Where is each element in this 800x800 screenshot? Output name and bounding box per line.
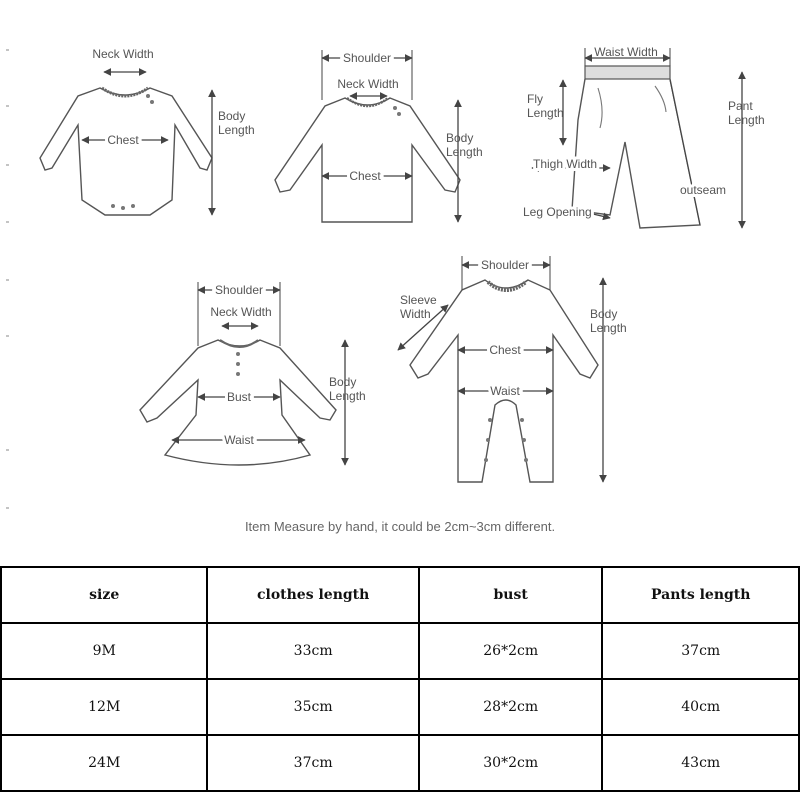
top-body-length-label: Body Length bbox=[446, 131, 483, 159]
bust-cell: 28*2cm bbox=[419, 679, 603, 735]
pants-waistband bbox=[585, 66, 670, 79]
dress-bust-label: Bust bbox=[226, 390, 252, 404]
table-row bbox=[1, 679, 799, 735]
bust-cell: 26*2cm bbox=[419, 623, 603, 679]
jumpsuit-chest-label: Chest bbox=[489, 343, 521, 357]
pants-waist-width-label: Waist Width bbox=[594, 45, 658, 59]
size-cell: 12M bbox=[1, 679, 207, 735]
bodysuit-body-length-label: Body Length bbox=[218, 109, 255, 137]
top-illustration bbox=[275, 50, 483, 222]
top-neck-width-label: Neck Width bbox=[337, 77, 399, 91]
jumpsuit-shoulder-label: Shoulder bbox=[480, 258, 530, 272]
clothes-length-cell: 35cm bbox=[207, 679, 418, 735]
top-chest-label: Chest bbox=[349, 169, 381, 183]
size-cell: 24M bbox=[1, 735, 207, 791]
dress-shoulder-label: Shoulder bbox=[214, 283, 264, 297]
table-header-row bbox=[1, 567, 799, 623]
edge-ticks bbox=[6, 50, 9, 508]
table-row bbox=[1, 735, 799, 791]
clothes-length-cell: 37cm bbox=[207, 735, 418, 791]
pants-pant-length-label: Pant Length bbox=[728, 99, 765, 127]
size-table bbox=[0, 566, 800, 792]
pants-length-cell: 43cm bbox=[602, 735, 799, 791]
jumpsuit-body-length-label: Body Length bbox=[590, 307, 627, 335]
pants-outseam-line bbox=[670, 80, 700, 225]
jumpsuit-illustration bbox=[398, 256, 627, 482]
jumpsuit-sleeve-width-label: Sleeve Width bbox=[400, 293, 437, 321]
pants-outseam-label: outseam bbox=[680, 183, 727, 197]
dress-neck-width-label: Neck Width bbox=[210, 305, 272, 319]
pants-length-cell: 37cm bbox=[602, 623, 799, 679]
pants-thigh-width-label: Thigh Width bbox=[533, 157, 598, 171]
size-cell: 9M bbox=[1, 623, 207, 679]
header-clothes-length: clothes length bbox=[207, 567, 418, 623]
bust-cell: 30*2cm bbox=[419, 735, 603, 791]
jumpsuit-waist-label: Waist bbox=[490, 384, 520, 398]
top-shoulder-label: Shoulder bbox=[342, 51, 392, 65]
top-outline bbox=[275, 98, 460, 222]
jumpsuit-outline bbox=[410, 280, 598, 482]
pants-leg-opening-label: Leg Opening bbox=[523, 205, 592, 219]
bodysuit-neck-width-label: Neck Width bbox=[92, 47, 154, 61]
dress-illustration bbox=[140, 282, 366, 465]
clothes-length-cell: 33cm bbox=[207, 623, 418, 679]
pants-fly-length-label: Fly Length bbox=[527, 92, 564, 120]
header-size: size bbox=[1, 567, 207, 623]
table-row bbox=[1, 623, 799, 679]
pants-illustration bbox=[523, 45, 765, 228]
bodysuit-outline bbox=[40, 88, 212, 215]
measure-note: Item Measure by hand, it could be 2cm~3cm different. bbox=[244, 519, 556, 534]
bodysuit-chest-label: Chest bbox=[107, 133, 139, 147]
dress-waist-label: Waist bbox=[224, 433, 254, 447]
dress-body-length-label: Body Length bbox=[329, 375, 366, 403]
header-bust: bust bbox=[419, 567, 603, 623]
bodysuit-illustration bbox=[40, 47, 255, 215]
header-pants-length: Pants length bbox=[602, 567, 799, 623]
pants-length-cell: 40cm bbox=[602, 679, 799, 735]
